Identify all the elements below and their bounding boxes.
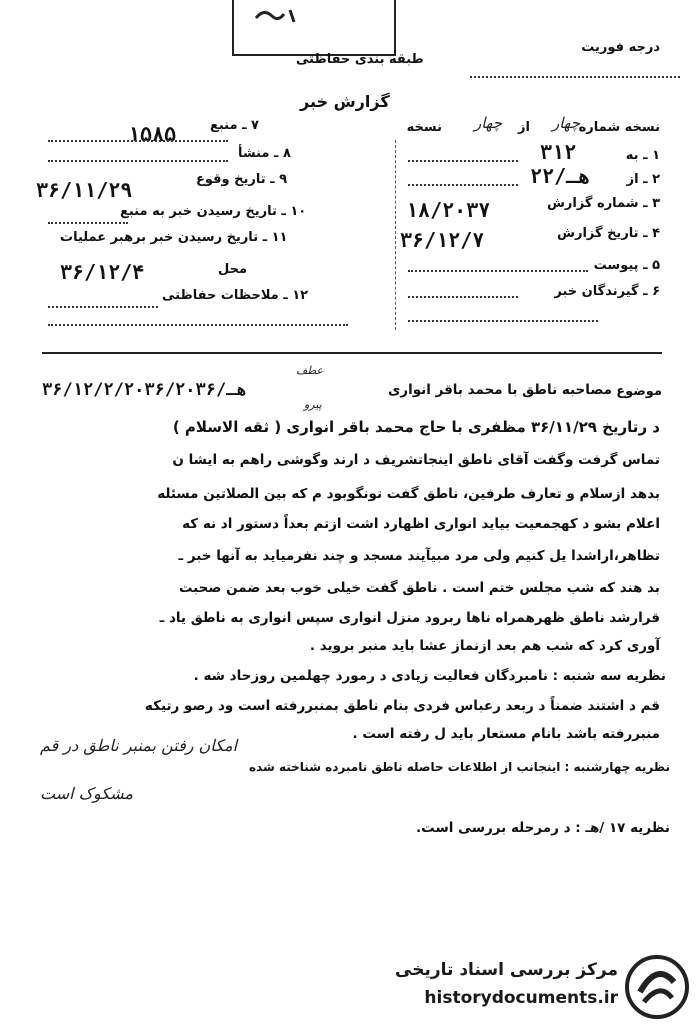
copy-value: چهار [551,114,580,132]
field-recipients-label: ۶ ـ گیرندگان خبر [554,284,660,299]
subject-ref-above: عطف [296,364,323,377]
field-from-dots [408,184,518,186]
body-line-opinion-wednesday: نظریه چهارشنبه : اینجانب از اطلاعات حاصله ناطق نامبرده شناخته شده [248,760,670,774]
archive-org-name: مرکز بررسی اسناد تاریخی [395,960,618,980]
field-report-date-label: ۴ ـ تاریخ گزارش [557,226,660,241]
classification-label: طبقه بندی حفاظتی [296,52,424,67]
field-source-arrival-label: ۱۰ ـ تاریخ رسیدن خبر به منبع [120,204,307,219]
copy-total: چهار [473,114,502,132]
field-source-dots [48,140,228,142]
field-location-value: ۳۶/۱۲/۴ [60,260,145,284]
field-origin-label: ۸ ـ منشأ [238,146,291,161]
field-report-no-value: ۱۸/۲۰۳۷ [406,198,491,222]
copy-prefix: نسخه شماره [578,120,660,135]
archive-logo-icon [622,952,692,1022]
copy-from: از [518,120,530,135]
field-to-value: ۳۱۲ [540,140,577,164]
body-line: قم د اشتند ضمناً د ربعد رعباس فردی بنام ناطق بمنبررفته است ود رصو رتیکه [144,698,660,714]
field-location-label: محل [218,262,248,277]
field-from-value: ۲۲/هـ [530,164,591,188]
field-security-notes-dots [48,306,158,308]
stamp-mark [250,4,310,26]
body-line: آوری کرد که شب هم بعد ازنماز عشا باید منبر بروید . [309,638,660,654]
archive-site: historydocuments.ir [424,988,618,1008]
field-to-label: ۱ ـ به [625,148,660,163]
priority-dotline [470,76,680,78]
field-origin-dots [48,160,228,162]
subject-text: مصاحبه ناطق با محمد باقر انواری [387,382,612,398]
field-report-date-value: ۳۶/۱۲/۷ [400,228,485,252]
field-leader-arrival-label: ۱۱ ـ تاریخ رسیدن خبر برهبر عملیات [60,230,288,245]
body-line: منبررفته باشد بانام مستعار باید ل رفته است . [352,726,660,742]
body-line-opinion-final: نظریه ۱۷ /هـ : د رمرحله بررسی است. [416,820,670,836]
subject-label: موضوع [616,384,662,399]
field-event-date-label: ۹ ـ تاریخ وقوع [196,172,288,187]
field-from-label: ۲ ـ از [626,172,660,187]
field-security-notes-label: ۱۲ ـ ملاحظات حفاظتی [162,288,309,303]
body-line: د رتاریخ ۳۶/۱۱/۲۹ مظفری با حاج محمد باقر انواری ( ثقه الاسلام ) [172,418,660,436]
field-source-arrival-dots [48,222,128,224]
body-line: بدهد ازسلام و تعارف طرفین، ناطق گفت تونگوبود م که بین الصلاتین مسئله [157,486,660,502]
handwritten-note-2: مشکوک است [40,784,133,803]
subject-ref-below: پیرو [304,398,322,411]
copy-suffix: نسخه [406,120,442,135]
field-security-notes-dots-2 [48,324,348,326]
body-line: نظریه سه شنبه : نامبردگان فعالیت زیادی د رمورد چهلمین روزحاد شه . [193,668,666,684]
field-recipients-dots-2 [408,320,598,322]
field-attachment-label: ۵ ـ پیوست [593,258,660,273]
archive-watermark [395,952,692,1022]
field-event-date-value: ۳۶/۱۱/۲۹ [36,178,133,202]
body-line: تظاهر،اراشدا یل کنیم ولی مرد مبیآیند مسجد و چند نفرمیاید به آنها خبر ـ [178,548,660,564]
priority-label: درجه فوریت [581,40,660,55]
field-to-dots [408,160,518,162]
body-line: قرارشد ناطق ظهرهمراه ناها ربرود منزل انواری سپس انواری به ناطق یاد ـ [159,610,660,626]
section-divider [42,352,662,354]
report-title: گزارش خبر [300,92,390,111]
column-divider [395,140,396,330]
field-source-label: ۷ ـ منبع [210,118,259,133]
body-line: تماس گرفت وگفت آقای ناطق اینجاتشریف د ارند وگوشی راهم به ایشا ن [172,452,660,468]
body-line: اعلام بشو د کهجمعیت بیاید انواری اظهارد اشت ازتم بعداً دستور اد نه که [182,516,660,532]
field-report-no-label: ۳ ـ شماره گزارش [546,196,660,211]
handwritten-note-1: امکان رفتن بمنبر ناطق در قم [40,736,238,755]
field-recipients-dots [408,296,518,298]
body-line: بد هند که شب مجلس ختم است . ناطق گفت خیلی خوب بعد ضمن صحبت [178,580,660,596]
field-source-value: ۱۵۸۵ [128,122,177,146]
subject-ref-number: ۳۶/۱۲/۲/۲۰۳۶/۲۰۳۶/هـ [42,380,247,400]
field-attachment-dots [408,270,588,272]
